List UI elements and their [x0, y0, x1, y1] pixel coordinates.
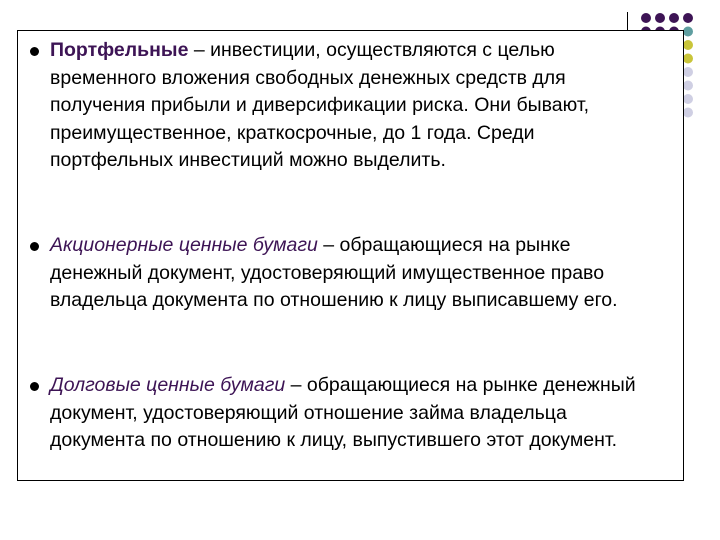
decorative-dot	[669, 13, 679, 23]
bullet-marker	[30, 242, 39, 251]
decorative-dot	[641, 13, 651, 23]
definition-equity-securities: – обращающиеся на рынке денежный документ, удостоверяющий имущественное право владельца документа по отношению к лицу выписавшему его.	[50, 234, 618, 311]
decorative-dot	[683, 54, 693, 64]
bullet-text	[50, 372, 660, 455]
bullet-marker	[30, 47, 39, 56]
decorative-dot	[683, 108, 693, 118]
term-equity-securities: Акционерные ценные бумаги	[50, 234, 318, 256]
content-panel	[17, 30, 684, 481]
decorative-dot	[655, 13, 665, 23]
bullet-text	[50, 37, 660, 175]
bullet-text	[50, 232, 660, 315]
term-portfolio: Портфельные	[50, 39, 189, 61]
decorative-dot	[683, 13, 693, 23]
decorative-dot	[683, 40, 693, 50]
decorative-dot	[683, 27, 693, 37]
term-debt-securities: Долговые ценные бумаги	[50, 374, 286, 396]
bullet-marker	[30, 382, 39, 391]
definition-portfolio: – инвестиции, осуществляются с целью временного вложения свободных денежных средств для получения прибыли и диверсификации риска. Они бывают, преимущественное, краткосрочные, до 1 года. Среди портфельных инвестиций можно выделить.	[50, 39, 590, 171]
decorative-dot	[683, 81, 693, 91]
definition-debt-securities: – обращающиеся на рынке денежный документ, удостоверяющий отношение займа владельца документа по отношению к лицу, выпустившего этот документ.	[50, 374, 636, 451]
decorative-dot	[683, 67, 693, 77]
decorative-dot	[683, 94, 693, 104]
